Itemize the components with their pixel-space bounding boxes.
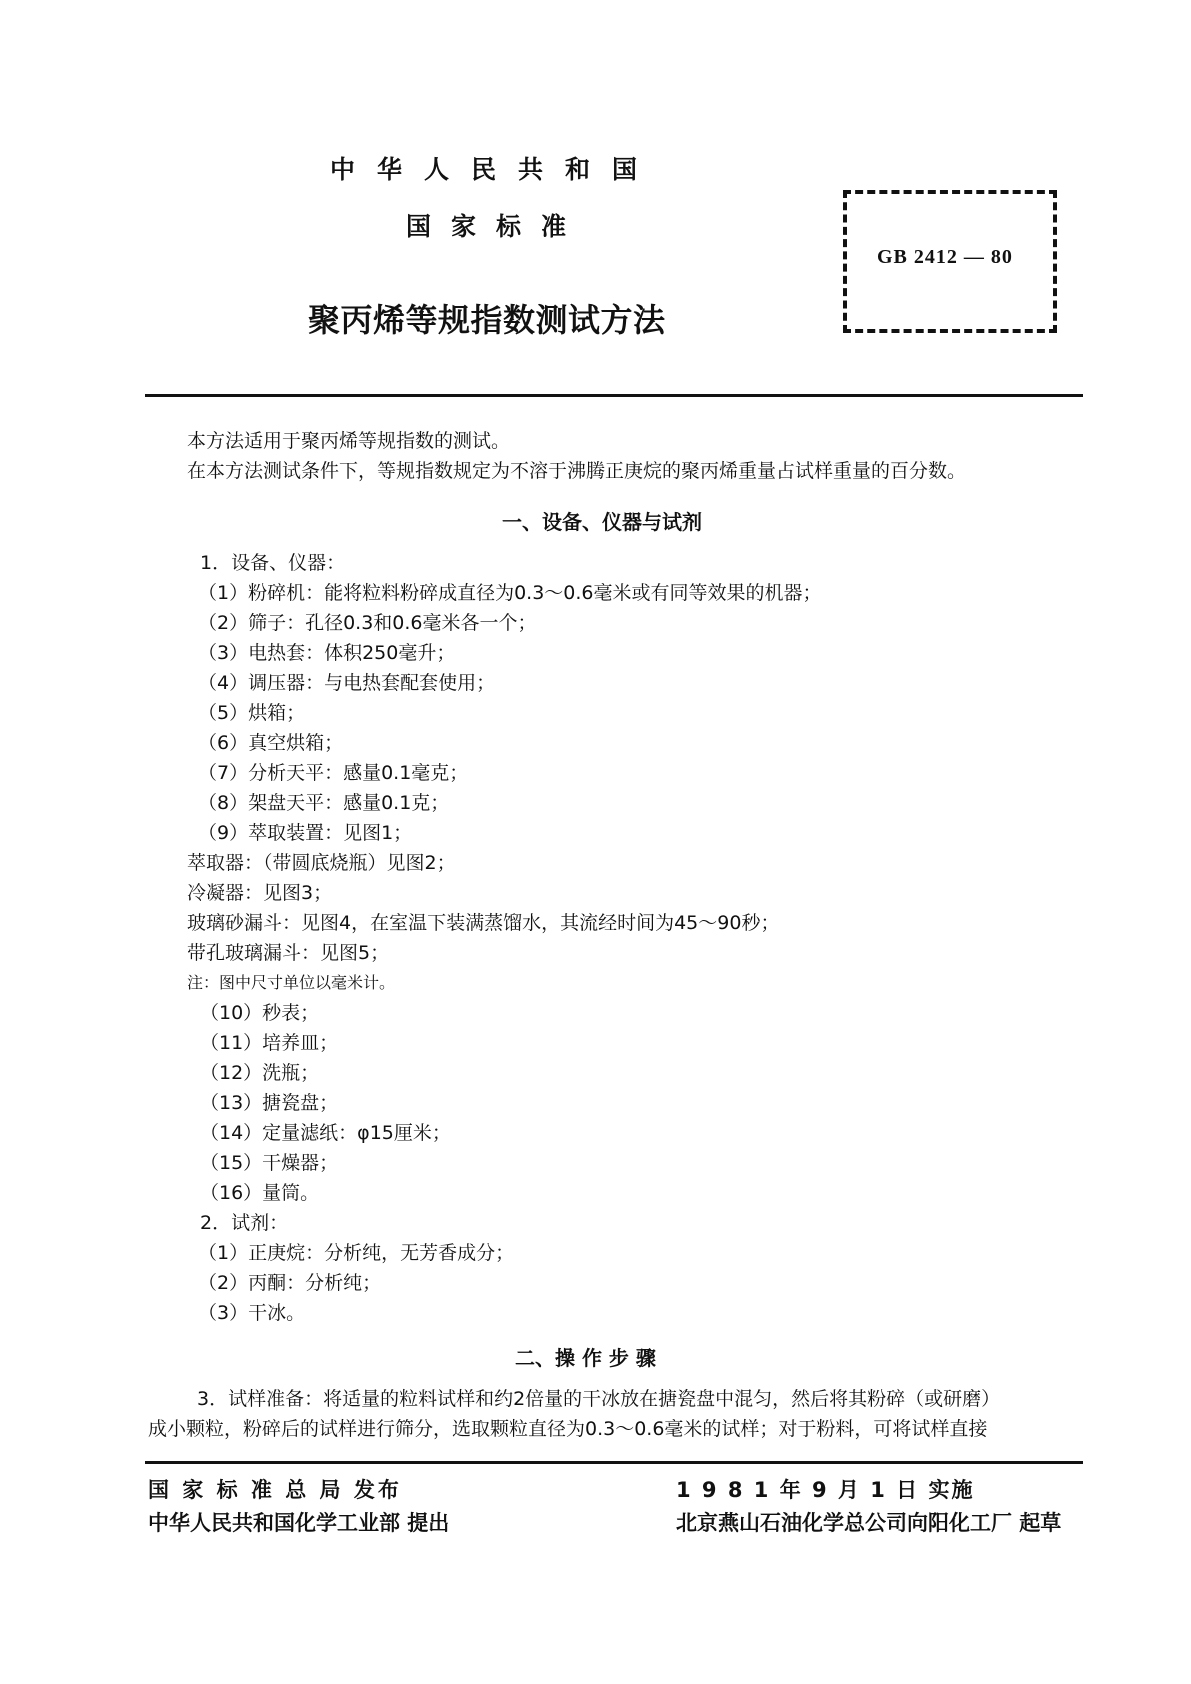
- procedure-line-1: 3．试样准备：将适量的粒料试样和约2倍量的干冰放在搪瓷盘中混匀，然后将其粉碎（或研磨）: [197, 1388, 1001, 1410]
- equipment-item: （6）真空烘箱；: [198, 732, 344, 754]
- equipment-item: （5）烘箱；: [198, 702, 306, 724]
- equipment-item: （8）架盘天平：感量0.1克；: [198, 792, 450, 814]
- equipment-item: （13）搪瓷盘；: [200, 1092, 339, 1114]
- reagent-item: （1）正庚烷：分析纯，无芳香成分；: [198, 1242, 515, 1264]
- figure-note: 注：图中尺寸单位以毫米计。: [187, 973, 396, 992]
- item2-title: 2．试剂：: [200, 1212, 289, 1234]
- footer-drafter: 北京燕山石油化学总公司向阳化工厂 起草: [676, 1511, 1062, 1535]
- section1-heading: 一、设备、仪器与试剂: [502, 510, 702, 534]
- footer-rule: [145, 1461, 1083, 1464]
- apparatus-note: 冷凝器：见图3；: [187, 882, 333, 904]
- reagent-item: （2）丙酮：分析纯；: [198, 1272, 382, 1294]
- equipment-item: （12）洗瓶；: [200, 1062, 320, 1084]
- footer-proposer: 中华人民共和国化学工业部 提出: [148, 1511, 450, 1535]
- equipment-item: （4）调压器：与电热套配套使用；: [198, 672, 496, 694]
- reagent-item: （3）干冰。: [198, 1302, 306, 1324]
- equipment-item: （3）电热套：体积250毫升；: [198, 642, 456, 664]
- equipment-item: （7）分析天平：感量0.1毫克；: [198, 762, 469, 784]
- footer-effective-date: 1 9 8 1 年 9 月 1 日 实施: [676, 1478, 975, 1502]
- intro-line-2: 在本方法测试条件下，等规指数规定为不溶于沸腾正庚烷的聚丙烯重量占试样重量的百分数。: [187, 460, 967, 482]
- equipment-item: （10）秒表；: [200, 1002, 320, 1024]
- apparatus-note: 带孔玻璃漏斗：见图5；: [187, 942, 390, 964]
- section2-heading: 二、操 作 步 骤: [515, 1346, 656, 1370]
- apparatus-note: 玻璃砂漏斗：见图4，在室温下装满蒸馏水，其流经时间为45～90秒；: [187, 912, 780, 934]
- equipment-item: （11）培养皿；: [200, 1032, 339, 1054]
- header-rule: [145, 394, 1083, 397]
- equipment-item: （16）量筒。: [200, 1182, 320, 1204]
- footer-publisher: 国 家 标 准 总 局 发布: [148, 1478, 402, 1502]
- standard-code-box: [843, 190, 1057, 333]
- equipment-item: （1）粉碎机：能将粒料粉碎成直径为0.3～0.6毫米或有同等效果的机器；: [198, 582, 822, 604]
- equipment-item: （15）干燥器；: [200, 1152, 339, 1174]
- equipment-item: （14）定量滤纸：φ15厘米；: [200, 1122, 451, 1144]
- national-standard-label: 国家标准: [406, 212, 587, 241]
- country-name: 中华人民共和国: [330, 155, 660, 184]
- apparatus-note: 萃取器：（带圆底烧瓶）见图2；: [187, 852, 456, 874]
- document-title: 聚丙烯等规指数测试方法: [308, 301, 666, 339]
- equipment-item: （9）萃取装置：见图1；: [198, 822, 413, 844]
- equipment-item: （2）筛子：孔径0.3和0.6毫米各一个；: [198, 612, 537, 634]
- intro-line-1: 本方法适用于聚丙烯等规指数的测试。: [187, 430, 511, 452]
- standard-code: GB 2412 — 80: [877, 246, 1013, 268]
- item1-title: 1．设备、仪器：: [200, 552, 346, 574]
- procedure-line-2: 成小颗粒，粉碎后的试样进行筛分，选取颗粒直径为0.3～0.6毫米的试样；对于粉料，可将试样直接: [148, 1418, 988, 1440]
